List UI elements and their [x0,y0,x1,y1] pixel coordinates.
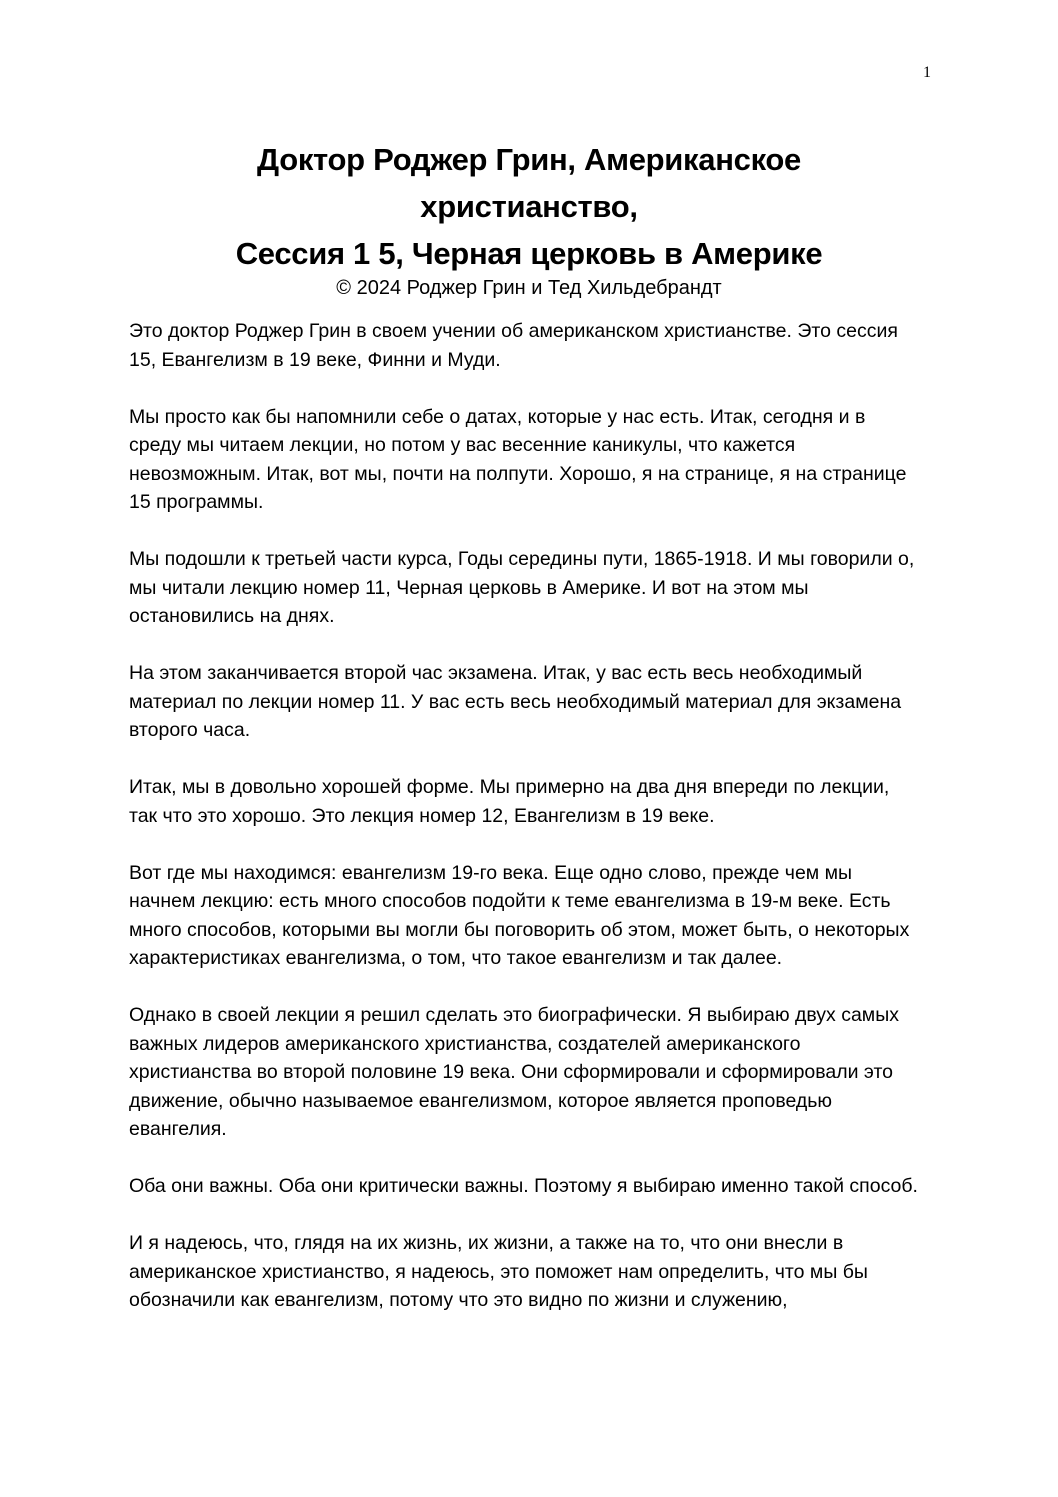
document-body [129,317,919,1343]
paragraph: Итак, мы в довольно хорошей форме. Мы примерно на два дня впереди по лекции, так что это хорошо. Это лекция номер 12, Евангелизм в 19 веке. [129,776,890,827]
paragraph: Однако в своей лекции я решил сделать это биографически. Я выбираю двух самых важных лидеров американского христианства, создателей американского христианства во второй половине 19 века. Они сформировали и сформировали это движение, обычно называемое евангелизмом, которое является проповедью евангелия. [129,1004,899,1140]
page-title-line-3: Сессия 1 5, Черная церковь в Америке [235,236,823,271]
page-title-line-2: христианство, [420,189,638,224]
paragraph: На этом заканчивается второй час экзамена. Итак, у вас есть весь необходимый материал по лекции номер 11. У вас есть весь необходимый материал для экзамена второго часа. [129,662,902,741]
paragraph: Вот где мы находимся: евангелизм 19-го века. Еще одно слово, прежде чем мы начнем лекцию: есть много способов подойти к теме евангелизма в 19-м веке. Есть много способов, которыми вы могли бы поговорить об этом, может быть, о некоторых характеристиках евангелизма, о том, что такое евангелизм и так далее. [129,861,910,969]
title-block [0,136,1058,301]
paragraph: И я надеюсь, что, глядя на их жизнь, их жизни, а также на то, что они внесли в американское христианство, я надеюсь, это поможет нам определить, что мы бы обозначили как евангелизм, потому что это видно по жизни и служению, [129,1232,868,1311]
paragraph: Мы подошли к третьей части курса, Годы середины пути, 1865-1918. И мы говорили о, мы читали лекцию номер 11, Черная церковь в Америке. И вот на этом мы остановились на днях. [129,548,915,627]
page-title-line-1: Доктор Роджер Грин, Американское [257,142,801,177]
paragraph: Это доктор Роджер Грин в своем учении об американском христианстве. Это сессия 15, Евангелизм в 19 веке, Финни и Муди. [129,320,898,371]
paragraph: Мы просто как бы напомнили себе о датах, которые у нас есть. Итак, сегодня и в среду мы читаем лекции, но потом у вас весенние каникулы, что кажется невозможным. Итак, вот мы, почти на полпути. Хорошо, я на странице, я на странице 15 программы. [129,405,907,513]
paragraph: Оба они важны. Оба они критически важны. Поэтому я выбираю именно такой способ. [129,1175,918,1197]
page-number: 1 [923,64,931,81]
copyright-line: © 2024 Роджер Грин и Тед Хильдебрандт [336,277,722,299]
